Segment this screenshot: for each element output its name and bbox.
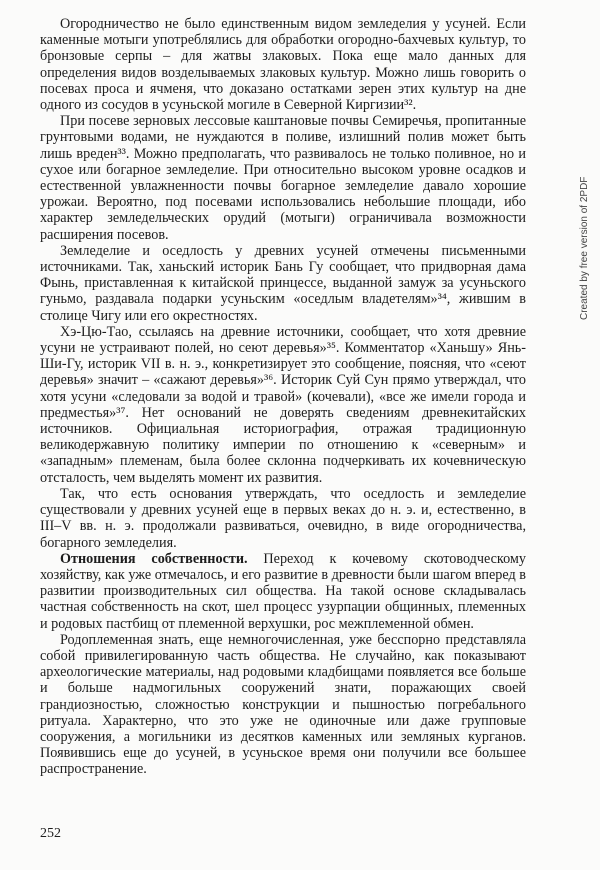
section-paragraph — [40, 551, 526, 632]
paragraph-7: Родоплеменная знать, еще немногочисленная, уже бесспорно представляла собой привилегированную часть общества. Не случайно, как показывают археологические материалы, над родовыми кладбищами появляется все больше и больше надмогильных сооружений знати, поражающих своей грандиозностью, сложностью конструкции и пышностью погребального ритуала. Характерно, что это уже не одиночные или даже групповые сооружения, а могильники из десятков каменных или земляных курганов. Появившись еще до усуней, в усуньское время они получили все большее распространение. — [40, 631, 526, 778]
paragraph-2: При посеве зерновых лессовые каштановые почвы Семиречья, пропитанные грунтовыми водами, не нуждаются в поливе, излишний полив может быть лишь вреден³³. Можно предполагать, что развивалось не только поливное, но и сухое или богарное земледелие. При относительно высоком уровне осадков и естественной увлажненности почвы богарное земледелие давало хорошие урожаи. Вероятно, под посевами использовались небольшие площади, ибо характер земледельческих орудий (мотыги) ограничивала возможности расширения посевов. — [40, 113, 526, 243]
paragraph-3: Земледелие и оседлость у древних усуней отмечены письменными источниками. Так, ханьский историк Бань Гу сообщает, что придворная дама Фынь, приставленная к китайской принцессе, выданной замуж за усуньского гуньмо, раздавала подарки усуньским «оседлым владетелям»³⁴, жившим в столице Чигу или его окрестностях. — [40, 242, 526, 324]
paragraph-5: Так, что есть основания утверждать, что оседлость и земледелие существовали у древних усуней еще в первых веках до н. э. и, естественно, в III–V вв. н. э. продолжали развиваться, очевидно, в виде огородничества, богарного земледелия. — [40, 485, 526, 551]
paragraph-4: Хэ-Цю-Тао, ссылаясь на древние источники, сообщает, что хотя древние усуни не устраивают полей, но сеют деревья»³⁵. Комментатор «Ханьшу» Янь-Ши-Гу, историк VII в. н. э., конкретизирует это сообщение, поясняя, что «сеют деревья» значит – «сажают деревья»³⁶. Историк Суй Сун прямо утверждал, что хотя усуни «следовали за водой и травой» (кочевали), «все же имели города и предместья»³⁷. Нет оснований не доверять сведениям древнекитайских источников. Официальная историография, отражая традиционную великодержавную политику империи по отношению к «северным» и «западным» племенам, была более склонна подчеркивать их кочевническую отсталость, чем выделять момент их развития. — [40, 323, 526, 486]
section-heading: Отношения собственности. — [60, 550, 248, 567]
body-text — [40, 16, 526, 778]
section-first-text: Переход к кочевому скотоводческому хозяйству, как уже отмечалось, и его развитие в древности были шагом вперед в развитии производительных сил общества. На такой основе складывалась частная собственность на скот, шел процесс узурпации общинных, племенных и родовых пастбищ от племенной верхушки, рос межплеменной обмен. — [40, 550, 526, 632]
paragraph-1: Огородничество не было единственным видом земледелия у усуней. Если каменные мотыги употреблялись для обработки огородно-бахчевых культур, то бронзовые серпы – для жатвы злаковых. Пока еще мало данных для определения видов возделываемых злаковых культур. Можно лишь говорить о посевах проса и ячменя, что доказано остатками зерен этих культур на дне одного из сосудов в усуньской могиле в Северной Киргизии³². — [40, 16, 526, 114]
watermark-text: Created by free version of 2PDF — [579, 176, 590, 320]
page-number: 252 — [40, 826, 61, 841]
